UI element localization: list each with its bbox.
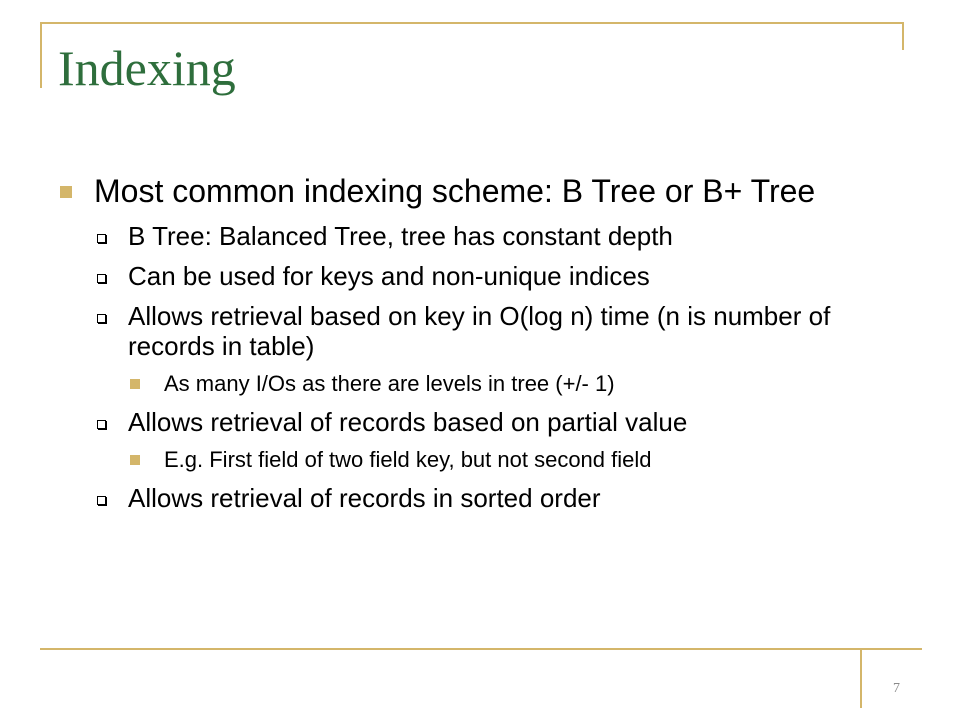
bullet-item	[60, 173, 920, 209]
bullet-item	[94, 483, 920, 513]
bullet-text: Allows retrieval based on key in O(log n) time (n is number of records in table)	[128, 301, 831, 361]
bottom-rule	[40, 648, 922, 650]
bullet-text: E.g. First field of two field key, but not second field	[164, 447, 652, 472]
bullet-item	[94, 261, 920, 291]
bullet-item	[94, 301, 920, 361]
hollow-square-bullet-icon	[97, 420, 106, 429]
left-rule	[40, 22, 42, 88]
slide-title: Indexing	[58, 40, 236, 96]
bullet-item	[94, 407, 920, 437]
square-bullet-icon	[130, 455, 140, 465]
bullet-text: As many I/Os as there are levels in tree (+/- 1)	[164, 371, 615, 396]
hollow-square-bullet-icon	[97, 314, 106, 323]
bullet-text: Can be used for keys and non-unique indices	[128, 261, 650, 291]
right-rule	[902, 22, 904, 50]
hollow-square-bullet-icon	[97, 274, 106, 283]
top-rule	[40, 22, 904, 24]
bullet-text: Allows retrieval of records based on partial value	[128, 407, 688, 437]
hollow-square-bullet-icon	[97, 234, 106, 243]
bullet-item	[130, 371, 920, 397]
bullet-item	[94, 221, 920, 251]
bullet-text: Allows retrieval of records in sorted order	[128, 483, 601, 513]
bullet-text: Most common indexing scheme: B Tree or B+ Tree	[94, 173, 816, 209]
square-bullet-icon	[60, 186, 72, 198]
hollow-square-bullet-icon	[97, 496, 106, 505]
bullet-list	[60, 173, 920, 523]
bullet-item	[130, 447, 920, 473]
page-number: 7	[893, 681, 900, 696]
bullet-text: B Tree: Balanced Tree, tree has constant depth	[128, 221, 673, 251]
bottom-right-rule	[860, 648, 862, 708]
square-bullet-icon	[130, 379, 140, 389]
